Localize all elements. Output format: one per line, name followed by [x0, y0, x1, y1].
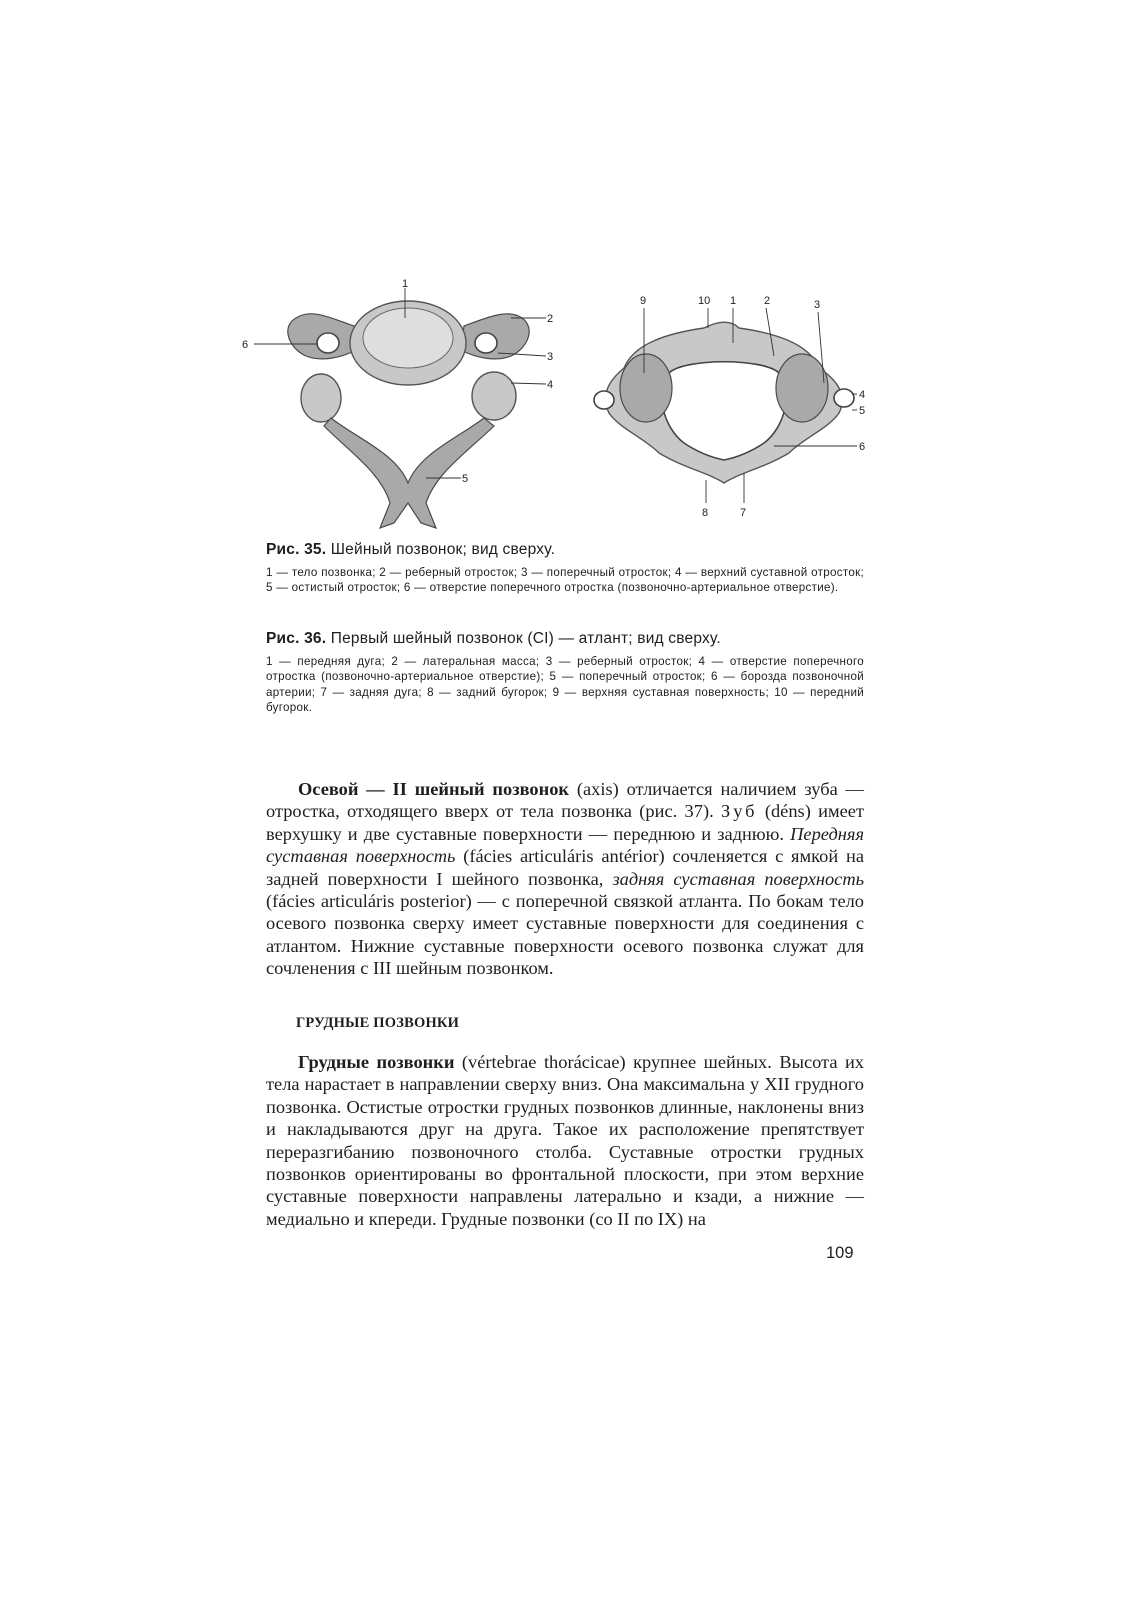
thoracic-text: (vértebrae thorácicae) крупнее шейных. Высота их тела нарастает в направлении сверху вниз. Она максимальна у XII грудного позвонка. Остистые отростки грудных позвонков длинные, наклонены вниз и накладываются друг на друга. Такое их расположение препятствует переразгибанию позвоночного столба. Суставные отростки грудных позвонков ориентированы во фронтальной плоскости, при этом верхние суставные поверхности направлены латерально и кзади, а нижние — медиально и кпереди. Грудные позвонки (со II по IX) на: [266, 1052, 864, 1229]
fig36-label-5: 5: [859, 405, 866, 417]
fig35-label-1: 1: [402, 278, 409, 290]
figure-35-number: Рис. 35.: [266, 541, 327, 558]
atlas-foramen-left: [594, 391, 614, 409]
axis-italic-term-1: Передняя суставная поверхность: [266, 823, 864, 867]
foramen-transversarium-right: [475, 333, 497, 353]
fig35-label-3: 3: [547, 351, 554, 363]
fig36-label-3: 3: [814, 299, 821, 311]
atlas-foramen-right: [834, 389, 854, 407]
axis-text-1: (axis) отличается наличием зуба — отростка, отходящего вверх от тела позвонка (рис. 37).: [266, 779, 864, 822]
articular-process-right: [472, 372, 516, 420]
lateral-mass-left: [620, 354, 672, 422]
paragraph-thoracic: [266, 1051, 864, 1230]
fig36-label-8: 8: [702, 507, 709, 519]
axis-text-3: (fácies articuláris antérior) сочленяется с ямкой на задней поверхности I шейного позвонка,: [266, 846, 865, 889]
fig36-label-10: 10: [698, 295, 711, 307]
fig36-label-7: 7: [740, 507, 747, 519]
fig35-label-6: 6: [242, 339, 249, 351]
fig36-label-6: 6: [859, 441, 866, 453]
axis-text-4: (fácies articuláris posterior) — с поперечной связкой атланта. По бокам тело осевого позвонка сверху имеет суставные поверхности для соединения с атлантом. Нижние суставные поверхности осевого позвонка служат для сочленения с III шейным позвонком.: [266, 891, 864, 979]
fig36-label-2: 2: [764, 295, 771, 307]
figure-36-legend: 1 — передняя дуга; 2 — латеральная масса; 3 — реберный отросток; 4 — отверстие поперечного отростка (позвоночно-артериальное отверстие); 5 — поперечный отросток; 6 — борозда позвоночной артерии; 7 — задняя дуга; 8 — задний бугорок; 9 — верхняя суставная поверхность; 10 — передний бугорок.: [266, 655, 864, 715]
figure-36-number: Рис. 36.: [266, 630, 327, 647]
lateral-mass-right: [776, 354, 828, 422]
thoracic-lead-term: Грудные позвонки: [298, 1052, 455, 1072]
fig35-label-4: 4: [547, 379, 554, 391]
figure-35-title-text: Шейный позвонок; вид сверху.: [326, 541, 556, 558]
figure-36-caption: [266, 629, 864, 716]
paragraph-axis: [266, 778, 864, 980]
section-heading: ГРУДНЫЕ ПОЗВОНКИ: [296, 1015, 460, 1031]
fig36-label-4: 4: [859, 389, 866, 401]
figure-36-title-text: Первый шейный позвонок (CI) — атлант; вид сверху.: [326, 630, 721, 647]
figure-35-cervical-vertebra: [236, 278, 566, 538]
figure-36-caption-title: [266, 629, 864, 649]
axis-spaced-term: Зуб: [721, 801, 758, 822]
fig35-label-2: 2: [547, 313, 554, 325]
axis-lead-term: Осевой — II шейный позвонок: [298, 779, 569, 799]
figure-35-caption: [266, 540, 864, 596]
articular-process-left: [301, 374, 341, 422]
vertebral-foramen-edge: [346, 383, 470, 443]
figure-35-caption-title: [266, 540, 864, 560]
fig36-label-1: 1: [730, 295, 737, 307]
foramen-transversarium-left: [317, 333, 339, 353]
fig36-label-9: 9: [640, 295, 647, 307]
figure-35-legend: 1 — тело позвонка; 2 — реберный отросток; 3 — поперечный отросток; 4 — верхний суставной отросток; 5 — остистый отросток; 6 — отверстие поперечного отростка (позвоночно-артериальное отверстие).: [266, 566, 864, 595]
axis-text-2: (déns) имеет верхушку и две суставные поверхности — переднюю и заднюю.: [266, 801, 864, 844]
figure-36-atlas: [574, 288, 874, 528]
axis-italic-term-2: задняя суставная поверхность: [612, 868, 864, 889]
page-number: 109: [826, 1244, 854, 1262]
vertebral-arch: [324, 418, 494, 528]
fig35-label-5: 5: [462, 473, 469, 485]
